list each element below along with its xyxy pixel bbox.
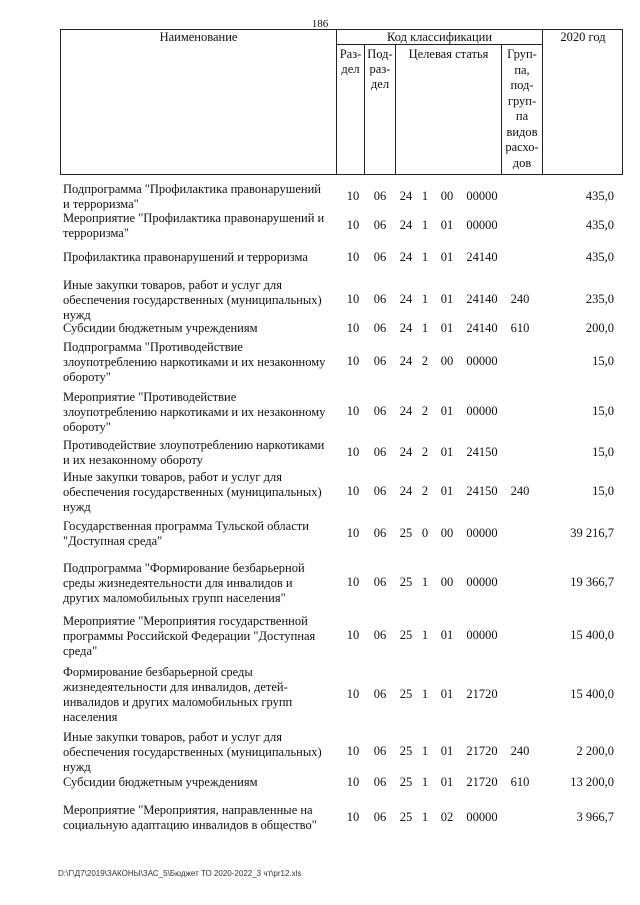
row-c1: 25	[399, 687, 413, 701]
row-c4: 24140	[466, 292, 498, 306]
row-c2: 1	[421, 292, 429, 306]
row-c4: 24150	[466, 484, 498, 498]
row-name: Формирование безбарьерной среды жизнедеятельности для инвалидов, детей- инвалидов и других маломобильных групп населения	[63, 665, 293, 724]
row-c4: 00000	[466, 810, 498, 824]
row-podrazdel: 06	[373, 404, 387, 418]
row-razdel: 10	[346, 575, 360, 589]
row-c2: 1	[421, 687, 429, 701]
row-razdel: 10	[346, 628, 360, 642]
row-c2: 1	[421, 321, 429, 335]
row-name: Подпрограмма "Профилактика правонарушений и терроризма"	[63, 182, 321, 211]
row-amount: 15 400,0	[570, 628, 614, 642]
row-amount: 235,0	[585, 292, 614, 306]
row-amount: 435,0	[585, 218, 614, 232]
row-c3: 00	[440, 526, 454, 540]
row-podrazdel: 06	[373, 628, 387, 642]
row-c4: 24140	[466, 321, 498, 335]
row-c3: 00	[440, 575, 454, 589]
row-c1: 24	[399, 354, 413, 368]
row-c1: 25	[399, 628, 413, 642]
row-razdel: 10	[346, 445, 360, 459]
row-c1: 25	[399, 810, 413, 824]
row-c4: 00000	[466, 526, 498, 540]
row-name: Мероприятие "Противодействие злоупотреблению наркотиками и их незаконному обороту"	[63, 390, 326, 434]
footer-file-path: D:\Г\Д7\2019\ЗАКОНЫ\ЗАС_5\Бюджет ТО 2020-2022_3 чт\pr12.xls	[58, 869, 302, 878]
row-vid: 610	[510, 775, 530, 789]
row-c2: 1	[421, 744, 429, 758]
row-podrazdel: 06	[373, 744, 387, 758]
row-amount: 15,0	[592, 445, 614, 459]
row-amount: 15 400,0	[570, 687, 614, 701]
row-razdel: 10	[346, 250, 360, 264]
row-c2: 1	[421, 810, 429, 824]
row-c3: 01	[440, 404, 454, 418]
row-c1: 24	[399, 484, 413, 498]
row-c4: 21720	[466, 687, 498, 701]
row-c1: 25	[399, 575, 413, 589]
row-c2: 1	[421, 218, 429, 232]
row-vid: 240	[510, 292, 530, 306]
row-c4: 00000	[466, 404, 498, 418]
row-podrazdel: 06	[373, 775, 387, 789]
row-amount: 19 366,7	[570, 575, 614, 589]
row-c3: 00	[440, 189, 454, 203]
row-podrazdel: 06	[373, 218, 387, 232]
row-amount: 15,0	[592, 404, 614, 418]
row-podrazdel: 06	[373, 354, 387, 368]
row-name: Иные закупки товаров, работ и услуг для обеспечения государственных (муниципальных) нужд	[63, 730, 322, 774]
row-c4: 21720	[466, 775, 498, 789]
row-amount: 15,0	[592, 354, 614, 368]
row-c4: 21720	[466, 744, 498, 758]
row-c2: 1	[421, 628, 429, 642]
row-c3: 01	[440, 292, 454, 306]
row-podrazdel: 06	[373, 810, 387, 824]
row-c1: 24	[399, 250, 413, 264]
row-amount: 2 200,0	[576, 744, 614, 758]
row-amount: 435,0	[585, 250, 614, 264]
row-amount: 39 216,7	[570, 526, 614, 540]
row-c3: 01	[440, 445, 454, 459]
row-c3: 01	[440, 484, 454, 498]
row-podrazdel: 06	[373, 292, 387, 306]
row-razdel: 10	[346, 526, 360, 540]
row-c2: 1	[421, 189, 429, 203]
row-amount: 200,0	[585, 321, 614, 335]
row-c1: 24	[399, 189, 413, 203]
row-podrazdel: 06	[373, 250, 387, 264]
row-vid: 240	[510, 744, 530, 758]
row-c2: 2	[421, 484, 429, 498]
header-section: Раз- дел	[339, 47, 362, 76]
row-c4: 24140	[466, 250, 498, 264]
row-c4: 00000	[466, 218, 498, 232]
row-name: Иные закупки товаров, работ и услуг для обеспечения государственных (муниципальных) нужд	[63, 470, 322, 514]
row-c4: 00000	[466, 189, 498, 203]
header-code: Код классификации	[386, 30, 493, 44]
row-name: Противодействие злоупотреблению наркотиками и их незаконному обороту	[63, 438, 325, 467]
row-c3: 01	[440, 218, 454, 232]
row-razdel: 10	[346, 810, 360, 824]
row-c1: 24	[399, 404, 413, 418]
row-name: Подпрограмма "Противодействие злоупотреблению наркотиками и их незаконному обороту"	[63, 340, 326, 384]
row-c4: 00000	[466, 628, 498, 642]
row-razdel: 10	[346, 744, 360, 758]
row-razdel: 10	[346, 687, 360, 701]
row-c3: 01	[440, 744, 454, 758]
row-podrazdel: 06	[373, 575, 387, 589]
row-podrazdel: 06	[373, 445, 387, 459]
header-expense-group: Груп- па, под- груп- па видов расхо- дов	[505, 47, 539, 170]
row-c2: 1	[421, 575, 429, 589]
row-podrazdel: 06	[373, 321, 387, 335]
row-razdel: 10	[346, 218, 360, 232]
row-razdel: 10	[346, 354, 360, 368]
row-razdel: 10	[346, 292, 360, 306]
row-razdel: 10	[346, 189, 360, 203]
row-name: Подпрограмма "Формирование безбарьерной среды жизнедеятельности для инвалидов и других маломобильных групп населения"	[63, 561, 305, 605]
row-c1: 25	[399, 526, 413, 540]
row-vid: 610	[510, 321, 530, 335]
row-name: Иные закупки товаров, работ и услуг для обеспечения государственных (муниципальных) нужд	[63, 278, 322, 322]
row-c2: 0	[421, 526, 429, 540]
row-vid: 240	[510, 484, 530, 498]
row-c2: 2	[421, 404, 429, 418]
row-c3: 01	[440, 775, 454, 789]
row-name: Профилактика правонарушений и терроризма	[63, 250, 308, 264]
row-name: Мероприятие "Мероприятия, направленные на социальную адаптацию инвалидов в общество"	[63, 803, 317, 832]
row-c3: 01	[440, 687, 454, 701]
row-c4: 24150	[466, 445, 498, 459]
row-c3: 02	[440, 810, 454, 824]
row-c1: 25	[399, 775, 413, 789]
row-c3: 01	[440, 250, 454, 264]
header-name: Наименование	[159, 30, 238, 44]
row-c2: 1	[421, 250, 429, 264]
row-c4: 00000	[466, 354, 498, 368]
row-razdel: 10	[346, 321, 360, 335]
row-podrazdel: 06	[373, 484, 387, 498]
row-podrazdel: 06	[373, 189, 387, 203]
row-c2: 2	[421, 445, 429, 459]
row-razdel: 10	[346, 404, 360, 418]
row-c1: 24	[399, 321, 413, 335]
row-c3: 01	[440, 628, 454, 642]
table-header	[60, 29, 623, 175]
row-razdel: 10	[346, 484, 360, 498]
row-amount: 15,0	[592, 484, 614, 498]
header-year: 2020 год	[560, 30, 606, 44]
row-razdel: 10	[346, 775, 360, 789]
row-name: Субсидии бюджетным учреждениям	[63, 321, 258, 335]
row-c2: 1	[421, 775, 429, 789]
row-c1: 24	[399, 445, 413, 459]
row-podrazdel: 06	[373, 526, 387, 540]
row-podrazdel: 06	[373, 687, 387, 701]
row-c1: 24	[399, 218, 413, 232]
row-name: Мероприятие "Профилактика правонарушений и терроризма"	[63, 211, 325, 240]
row-amount: 13 200,0	[570, 775, 614, 789]
row-c1: 24	[399, 292, 413, 306]
header-subsection: Под- раз- дел	[367, 47, 393, 91]
row-c2: 2	[421, 354, 429, 368]
row-amount: 3 966,7	[576, 810, 614, 824]
row-name: Субсидии бюджетным учреждениям	[63, 775, 258, 789]
header-target-article: Целевая статья	[408, 47, 489, 61]
row-c4: 00000	[466, 575, 498, 589]
row-c1: 25	[399, 744, 413, 758]
row-amount: 435,0	[585, 189, 614, 203]
row-name: Мероприятие "Мероприятия государственной программы Российской Федерации "Доступная среда"	[63, 614, 316, 658]
row-c3: 00	[440, 354, 454, 368]
page-number: 186	[311, 18, 329, 30]
row-name: Государственная программа Тульской области "Доступная среда"	[63, 519, 309, 548]
row-c3: 01	[440, 321, 454, 335]
